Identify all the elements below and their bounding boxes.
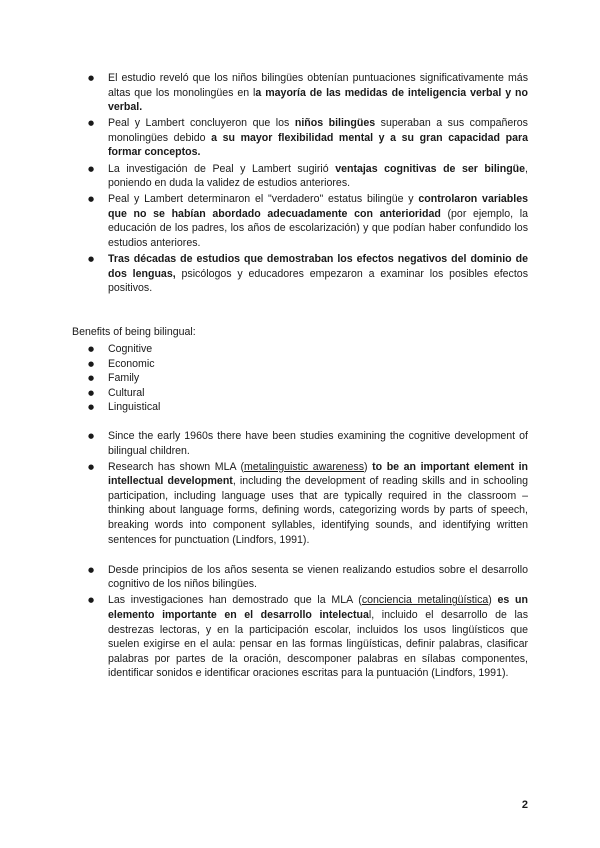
list-item — [72, 116, 528, 160]
list-item — [72, 460, 528, 548]
bold-text-run: niños bilingües — [294, 117, 376, 130]
bold-text-run: Tras décadas de estudios que demostraban los efectos negativos del dominio de dos lenguas, — [108, 253, 528, 280]
benefit-item-family: ● Family — [72, 371, 528, 386]
underlined-term: conciencia metalingüística — [361, 594, 489, 607]
text-run: La investigación de Peal y Lambert sugirió — [108, 162, 336, 175]
text-run: ) — [364, 460, 373, 473]
text-run: Research has shown MLA ( — [108, 460, 245, 473]
text-run: Peal y Lambert determinaron el "verdadero" estatus bilingüe y — [108, 193, 419, 206]
text-run: psicólogos y educadores empezaron a examinar los posibles efectos positivos. — [108, 267, 528, 295]
text-run: , including the development of reading skills and in schooling participation, including language uses that are typically required in the classroom – thinking about language forms, defining words, categorizing words by parts of speech, breaking words into component syllables, identifying sounds, and identifying written sentences for punctuation (Lindfors, 1991). — [108, 475, 529, 546]
bold-text-run: a su mayor flexibilidad mental y a su gran capacidad para formar conceptos. — [108, 131, 528, 159]
benefit-item-linguistical: ● Linguistical — [72, 400, 528, 415]
text-run: Peal y Lambert concluyeron que los — [108, 117, 295, 130]
spacer — [72, 415, 528, 429]
page-number: 2 — [521, 799, 528, 811]
spanish-study-list — [72, 71, 528, 296]
list-item — [72, 192, 528, 250]
spanish-research-list — [72, 563, 528, 681]
page-content — [72, 71, 528, 682]
benefits-list — [72, 342, 528, 415]
text-run: El estudio reveló que los niños bilingües obtenían puntuaciones significativamente más altas que los monolingües en l — [108, 72, 528, 99]
text-run: Desde principios de los años sesenta se vienen realizando estudios sobre el desarrollo cognitivo de los niños bilingües. — [108, 563, 528, 591]
bold-text-run: to be an important element in intellectual development — [108, 460, 528, 488]
text-run: Las investigaciones han demostrado que la MLA ( — [108, 594, 362, 607]
list-item — [72, 563, 528, 592]
english-research-list — [72, 429, 528, 547]
bold-text-run: es un elemento importante en el desarrollo intelectua — [108, 594, 528, 621]
spacer — [72, 297, 528, 325]
text-run: superaban a sus compañeros monolingües debido — [108, 117, 528, 144]
text-run: , poniendo en duda la validez de estudios anteriores. — [108, 162, 528, 190]
text-run: (por ejemplo, la educación de los padres, los años de escolarización) y que podían haber confundido los estudios anteriores. — [108, 207, 528, 250]
bold-text-run: controlaron variables que no se habían abordado adecuadamente con anterioridad — [108, 193, 528, 220]
text-run: l, incluido el desarrollo de las destrezas lectoras, y en la participación escolar, incluidos los usos lingüísticos que suelen exigirse en el aula: pensar en las formas lingüísticas, definir palabras, clasificar palabras por partes de la oración, descomponer palabras en sílabas componentes, identificar sonidos e identificar oraciones escritas para la puntuación (Lindfors, 1991). — [108, 609, 528, 680]
bold-text-run: a mayoría de las medidas de inteligencia verbal y no verbal. — [108, 86, 528, 114]
spacer — [72, 549, 528, 563]
bold-text-run: ventajas cognitivas de ser bilingüe — [335, 162, 526, 175]
list-item — [72, 593, 528, 681]
text-run: Since the early 1960s there have been studies examining the cognitive development of bilingual children. — [108, 429, 528, 457]
benefits-heading: Benefits of being bilingual: — [72, 326, 196, 339]
list-item — [72, 71, 528, 115]
benefit-item-cognitive: ● Cognitive — [72, 342, 528, 357]
list-item — [72, 162, 528, 191]
underlined-term: metalinguistic awareness — [244, 460, 365, 473]
text-run: ) — [488, 594, 498, 607]
list-item — [72, 252, 528, 296]
benefit-item-cultural: ● Cultural — [72, 386, 528, 401]
benefit-item-economic: ● Economic — [72, 357, 528, 372]
list-item — [72, 429, 528, 458]
